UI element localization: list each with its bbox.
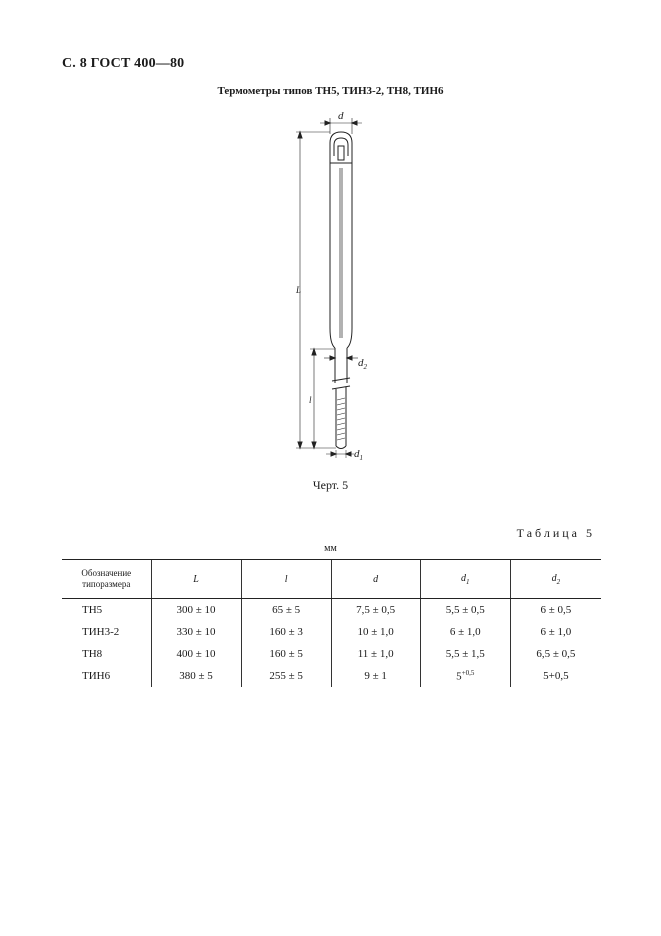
cell-d2: 6,5 ± 0,5 bbox=[510, 643, 601, 665]
cell-L: 400 ± 10 bbox=[151, 643, 241, 665]
figure-title: Термометры типов ТН5, ТИН3-2, ТН8, ТИН6 bbox=[217, 85, 444, 97]
cell-d: 9 ± 1 bbox=[331, 665, 420, 687]
label-L: L bbox=[296, 285, 302, 295]
cell-l: 160 ± 5 bbox=[241, 643, 331, 665]
cell-d1: $5^{+0,5}$ bbox=[420, 665, 510, 687]
label-l: l bbox=[309, 395, 312, 405]
cell-d: 7,5 ± 0,5 bbox=[331, 599, 420, 622]
table-row bbox=[62, 665, 601, 687]
cell-L: 380 ± 5 bbox=[151, 665, 241, 687]
figure-caption: Черт. 5 bbox=[312, 478, 349, 492]
header-l: l bbox=[241, 560, 331, 599]
cell-L: 330 ± 10 bbox=[151, 621, 241, 643]
cell-l: 160 ± 3 bbox=[241, 621, 331, 643]
cell-designation: ТИН3-2 bbox=[82, 626, 120, 638]
cell-d2: 5+0,5 bbox=[510, 665, 601, 687]
cell-d2: 6 ± 0,5 bbox=[510, 599, 601, 622]
cell-d: 11 ± 1,0 bbox=[331, 643, 420, 665]
cell-d1: 5,5 ± 0,5 bbox=[420, 599, 510, 622]
cell-designation: ТН5 bbox=[82, 604, 103, 616]
table-row bbox=[62, 599, 601, 622]
units-label: мм bbox=[324, 543, 337, 554]
table-header-row bbox=[62, 560, 601, 599]
cell-d1: 6 ± 1,0 bbox=[420, 621, 510, 643]
cell-L: 300 ± 10 bbox=[151, 599, 241, 622]
dimensions-table bbox=[62, 559, 601, 687]
header-designation: Обозначение типоразмера bbox=[62, 560, 151, 599]
table-row bbox=[62, 643, 601, 665]
label-d1: $d_1$ bbox=[354, 448, 363, 462]
label-d: d bbox=[338, 110, 344, 122]
thermometer-drawing bbox=[280, 108, 400, 468]
header-L: L bbox=[151, 560, 241, 599]
cell-d2: 6 ± 1,0 bbox=[510, 621, 601, 643]
table-label: Таблица 5 bbox=[516, 526, 595, 540]
table-row bbox=[62, 621, 601, 643]
header-d2: $d_2$ bbox=[510, 560, 601, 599]
cell-l: 255 ± 5 bbox=[241, 665, 331, 687]
cell-l: 65 ± 5 bbox=[241, 599, 331, 622]
cell-designation: ТИН6 bbox=[82, 670, 111, 682]
page-header: С. 8 ГОСТ 400—80 bbox=[62, 56, 185, 71]
header-d: d bbox=[331, 560, 420, 599]
cell-d: 10 ± 1,0 bbox=[331, 621, 420, 643]
label-d2: $d_2$ bbox=[358, 357, 367, 371]
cell-designation: ТН8 bbox=[82, 648, 103, 660]
cell-d1: 5,5 ± 1,5 bbox=[420, 643, 510, 665]
header-d1: $d_1$ bbox=[420, 560, 510, 599]
